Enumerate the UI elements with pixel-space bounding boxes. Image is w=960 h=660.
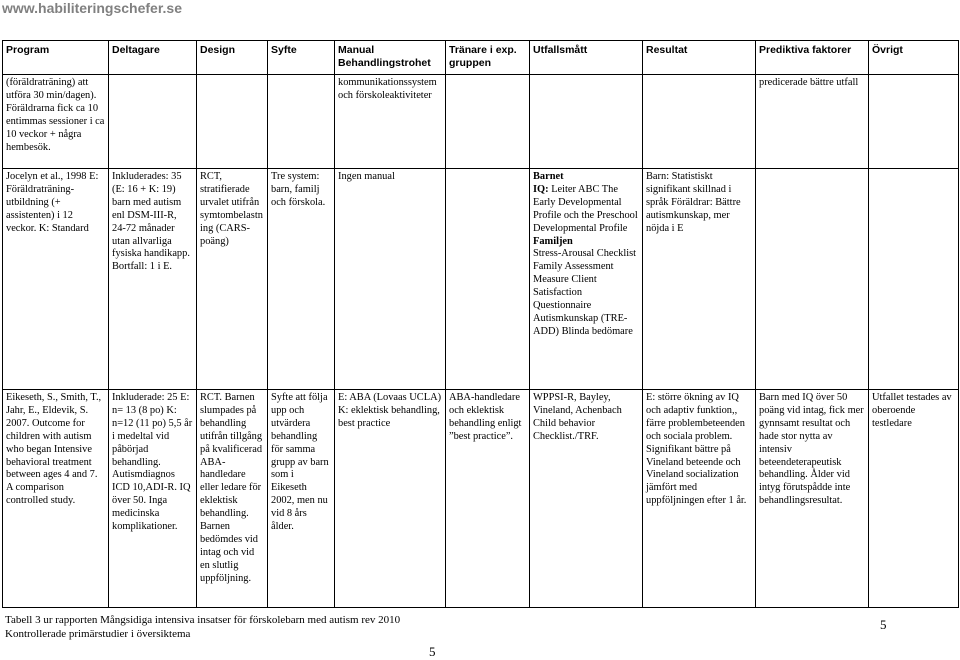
cell-ovrigt [869, 75, 959, 169]
cell-syfte [268, 75, 335, 169]
cell-ovrigt [869, 169, 959, 390]
cell-resultat: Barn: Statistiskt signifikant skillnad i språk Föräldrar: Bättre autismkunskap, mer nöjda i E [643, 169, 756, 390]
studies-table [2, 40, 959, 608]
cell-tranare: ABA-handledare och eklektisk behandling enligt ”best practice”. [446, 390, 530, 608]
cell-manual: E: ABA (Lovaas UCLA) K: eklektisk behandling, best practice [335, 390, 446, 608]
cell-design: RCT. Barnen slumpades på behandling utifrån tillgång på kvalificerad ABA-handledare eller ledare för eklektisk behandling. Barnen bedömdes vid intag och vid en slutlig uppföljning. [197, 390, 268, 608]
caption-line-2: Kontrollerade primärstudier i översiktema [5, 628, 191, 640]
cell-deltagare: Inkluderade: 25 E: n= 13 (8 po) K: n=12 (11 po) 5,5 år i medeltal vid påbörjad behandling. Autismdiagnos ICD 10,ADI-R. IQ över 50. Inga medicinska komplikationer. [109, 390, 197, 608]
caption-line-1: Tabell 3 ur rapporten Mångsidiga intensiva insatser för förskolebarn med autism rev 2010 [5, 614, 401, 626]
cell-program: (föräldraträning) att utföra 30 min/dagen). Föräldrarna fick ca 10 entimmas sessioner i ca 10 veckor + några hembesök. [3, 75, 109, 169]
table-caption [5, 613, 400, 641]
page-number-right: 5 [880, 617, 887, 632]
cell-syfte: Syfte att följa upp och utvärdera behandling för samma grupp av barn som i Eikeseth 2002, men nu vid 8 års ålder. [268, 390, 335, 608]
cell-prediktiva: Barn med IQ över 50 poäng vid intag, fick mer gynnsamt resultat och hade stor nytta av intensiv beteendeterapeutisk behandling. Ålder vid intyg förutspådde inte behandlingsresultat. [756, 390, 869, 608]
cell-prediktiva: predicerade bättre utfall [756, 75, 869, 169]
table-row [3, 75, 959, 169]
cell-resultat [643, 75, 756, 169]
cell-utfallsmatt: WPPSI-R, Bayley, Vineland, Achenbach Child behavior Checklist./TRF. [530, 390, 643, 608]
col-header-manual: Manual Behandlingstrohet [335, 41, 446, 75]
utfall-iq-label: IQ: [533, 183, 549, 195]
cell-syfte: Tre system: barn, familj och förskola. [268, 169, 335, 390]
col-header-tranare: Tränare i exp. gruppen [446, 41, 530, 75]
table-row [3, 390, 959, 608]
cell-tranare [446, 169, 530, 390]
cell-program: Jocelyn et al., 1998 E: Föräldraträning-utbildning (+ assistenten) i 12 veckor. K: Standard [3, 169, 109, 390]
cell-manual: Ingen manual [335, 169, 446, 390]
col-header-resultat: Resultat [643, 41, 756, 75]
table-row [3, 169, 959, 390]
col-header-prediktiva: Prediktiva faktorer [756, 41, 869, 75]
cell-prediktiva [756, 169, 869, 390]
cell-tranare [446, 75, 530, 169]
cell-manual: kommunikationssystem och förskoleaktiviteter [335, 75, 446, 169]
utfall-barnet-label: Barnet [533, 171, 564, 182]
col-header-syfte: Syfte [268, 41, 335, 75]
utfall-iq-text: Leiter ABC The Early Developmental Profile och the Preschool Developmental Profile [533, 183, 638, 234]
col-header-program: Program [3, 41, 109, 75]
page-number-bottom: 5 [429, 644, 436, 659]
col-header-deltagare: Deltagare [109, 41, 197, 75]
cell-ovrigt: Utfallet testades av oberoende testledare [869, 390, 959, 608]
cell-utfallsmatt [530, 75, 643, 169]
cell-resultat: E: större ökning av IQ och adaptiv funktion,, färre problembeteenden och sociala problem. Signifikant bättre på Vineland beteende och Vineland socialization jämfört med uppföljningen efter 1 år. [643, 390, 756, 608]
utfall-familjen-label: Familjen [533, 235, 573, 247]
cell-utfallsmatt [530, 169, 643, 390]
col-header-ovrigt: Övrigt [869, 41, 959, 75]
site-url[interactable]: www.habiliteringschefer.se [2, 0, 182, 16]
cell-deltagare: Inkluderades: 35 (E: 16 + K: 19) barn med autism enl DSM-III-R, 24-72 månader utan allvarliga fysiska handikapp. Bortfall: 1 i E. [109, 169, 197, 390]
cell-deltagare [109, 75, 197, 169]
utfall-familjen-text: Stress-Arousal Checklist Family Assessment Measure Client Satisfaction Questionnaire Autismkunskap (TRE-ADD) Blinda bedömare [533, 248, 637, 337]
cell-design [197, 75, 268, 169]
cell-design: RCT, stratifierade urvalet utifrån symtombelastning (CARS-poäng) [197, 169, 268, 390]
header-row [3, 41, 959, 75]
col-header-utfallsmatt: Utfallsmått [530, 41, 643, 75]
cell-program: Eikeseth, S., Smith, T., Jahr, E., Eldevik, S. 2007. Outcome for children with autism who began Intensive behavioral treatment between ages 4 and 7. A comparison controlled study. [3, 390, 109, 608]
col-header-design: Design [197, 41, 268, 75]
